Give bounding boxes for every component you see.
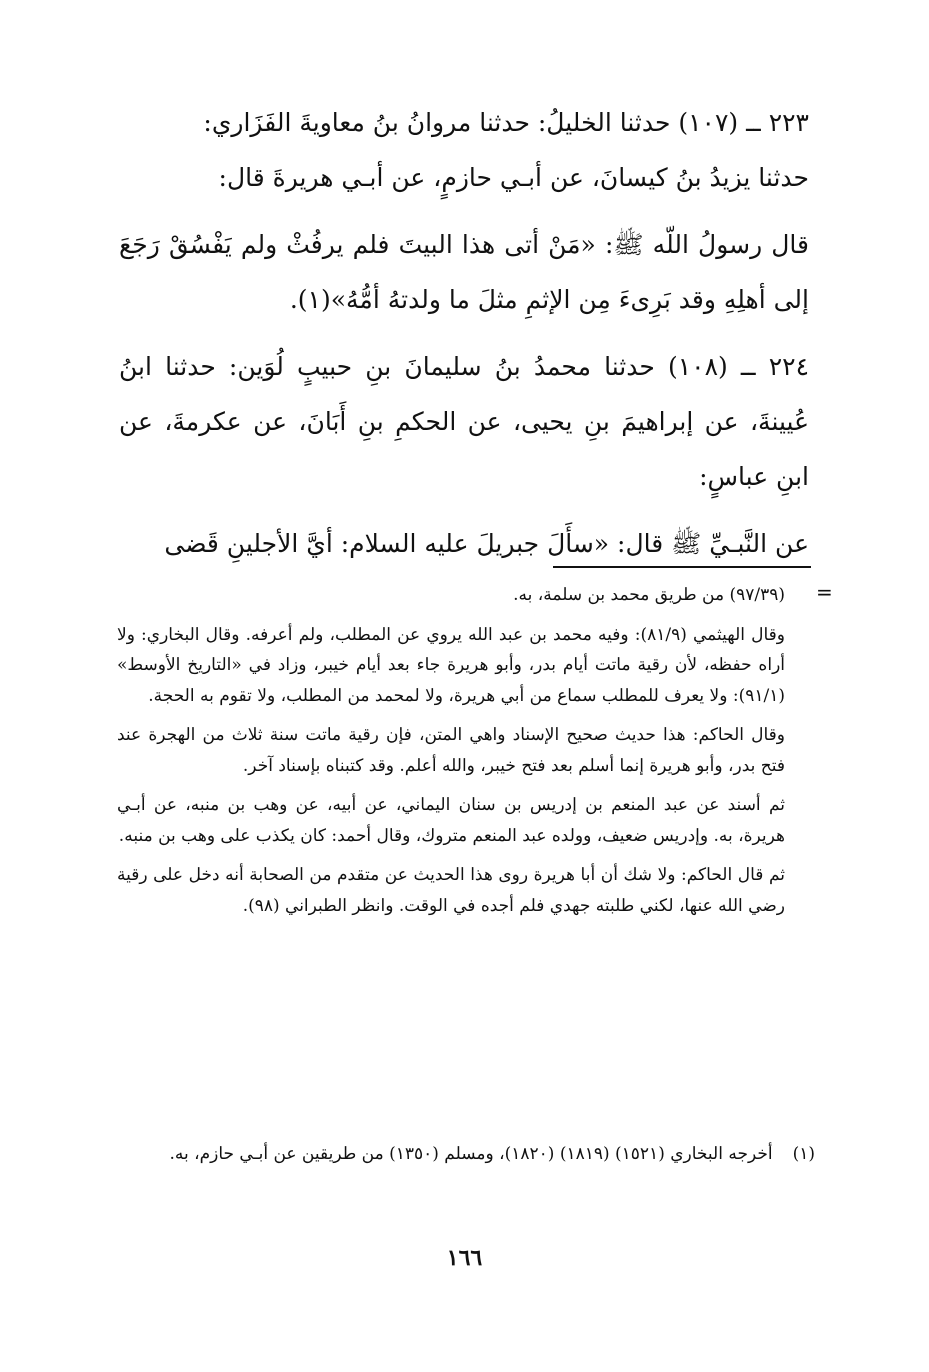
footnote-1: [115, 1139, 815, 1170]
hadith-223-line1: ٢٢٣ ــ (١٠٧) حدثنا الخليلُ: حدثنا مروانُ بنُ معاويةَ الفَزَاري:: [203, 108, 809, 137]
footnotes-continued: [117, 580, 785, 930]
footnote-text: أخرجه البخاري (١٥٢١) (١٨١٩) (١٨٢٠)، ومسلم (١٣٥٠) من طريقين عن أبـي حازم، به.: [169, 1144, 773, 1164]
footnote-paragraph: وقال الهيثمي (٨١/٩): وفيه محمد بن عبد الله يروي عن المطلب، ولم أعرفه. وقال البخاري: ولا أراه حفظه، لأن رقية ماتت أيام بدر، وأبو هريرة جاء بعد أيام خيبر، وزاد في «التاريخ الأوسط» (٩١/١): ولا يعرف للمطلب سماع من أبي هريرة، ولا لمحمد من المطلب، ولا تقوم به الحجة.: [117, 624, 785, 706]
continuation-mark: =: [816, 580, 833, 604]
footnote-paragraph: ثم أسند عن عبد المنعم بن إدريس بن سنان اليماني، عن أبيه، عن وهب بن منبه، عن أبـي هريرة، به. وإدريس ضعيف، وولده عبد المنعم متروك، وقال أحمد: كان يكذب على وهب بن منبه.: [117, 795, 785, 846]
page-number: ١٦٦: [446, 1245, 483, 1271]
footnote-paragraph: ثم قال الحاكم: ولا شك أن أبا هريرة روى هذا الحديث عن متقدم من الصحابة أنه دخل على رقية رضي الله عنها، لكني طلبته جهدي فلم أجده في الوقت. وانظر الطبراني (٩٨).: [117, 865, 785, 916]
footnote-paragraph: (٩٧/٣٩) من طريق محمد بن سلمة، به.: [513, 585, 785, 605]
footnote-number: (١): [792, 1144, 815, 1164]
footnote-paragraph: وقال الحاكم: هذا حديث صحيح الإسناد واهي المتن، فإن رقية ماتت سنة ثلاث من الهجرة عند فتح بدر، وأبو هريرة إنما أسلم بعد فتح خيبر، والله أعلم. وقد كتبناه بإسناد آخر.: [117, 725, 785, 776]
hadith-224-isnad: ٢٢٤ ــ (١٠٨) حدثنا محمدُ بنُ سليمانَ بنِ حبيبٍ لُوَين: حدثنا ابنُ عُيينةَ، عن إبراهيمَ بنِ يحيى، عن الحكمِ بنِ أَبَانَ، عن عكرمةَ، عن ابنِ عباسٍ:: [119, 352, 810, 491]
footnote-divider: [553, 566, 811, 568]
hadith-223-line2: حدثنا يزيدُ بنُ كيسانَ، عن أبـي حازمٍ، عن أبـي هريرةَ قال:: [218, 163, 809, 192]
hadith-224-text: عن النَّبـيِّ ﷺ قال: «سأَلَ جبريلَ عليه السلام: أيَّ الأجلينِ قَضى: [164, 529, 809, 558]
hadith-223-isnad: [119, 95, 809, 205]
main-text: [119, 95, 809, 583]
hadith-223-text: قال رسولُ اللّه ﷺ: «مَنْ أتى هذا البيتَ فلم يرفُثْ ولم يَفْسُقْ رَجَعَ إلى أهلِهِ وقد بَرِىءَ مِن الإثمِ مثلَ ما ولدتهُ أمُّهُ»(١).: [119, 230, 809, 314]
